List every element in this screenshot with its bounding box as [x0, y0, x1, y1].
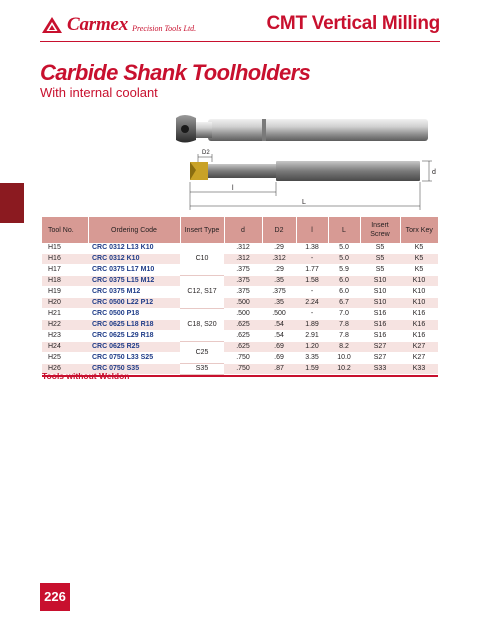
- dim-d2: .87: [262, 364, 296, 375]
- dim-d: .312: [224, 254, 262, 265]
- tool-no: H26: [42, 364, 88, 375]
- ordering-code: CRC 0312 L13 K10: [88, 243, 180, 254]
- d2-dim-label: D2: [202, 150, 210, 156]
- insert-screw: S33: [360, 364, 400, 375]
- dim-l: 3.35: [296, 353, 328, 364]
- shank-groove: [262, 119, 266, 141]
- insert-type: C12, S17: [180, 276, 224, 309]
- dim-d: .750: [224, 364, 262, 375]
- dim-l: -: [296, 287, 328, 298]
- side-tab: [0, 183, 24, 223]
- tool-no: H18: [42, 276, 88, 287]
- tool-no: H20: [42, 298, 88, 309]
- torx-key: K33: [400, 364, 438, 375]
- table-row: [42, 309, 438, 320]
- torx-key: K10: [400, 287, 438, 298]
- shank-body: [208, 119, 428, 141]
- dim-d2: .54: [262, 331, 296, 342]
- dim-l: 1.89: [296, 320, 328, 331]
- dim-L: 5.0: [328, 254, 360, 265]
- dim-d: .500: [224, 298, 262, 309]
- header-tool-no: Tool No.: [42, 217, 88, 243]
- brand-name: Carmex: [67, 14, 129, 35]
- header-torx-key: Torx Key: [400, 217, 438, 243]
- tool-no: H15: [42, 243, 88, 254]
- ordering-code: CRC 0750 S35: [88, 364, 180, 375]
- header-L: L: [328, 217, 360, 243]
- tool-no: H16: [42, 254, 88, 265]
- dim-d2: .35: [262, 276, 296, 287]
- spec-table: [42, 217, 438, 375]
- dim-L: 7.8: [328, 331, 360, 342]
- header-l: l: [296, 217, 328, 243]
- table-row: [42, 342, 438, 353]
- insert-screw: S5: [360, 265, 400, 276]
- page-subtitle: With internal coolant: [40, 85, 158, 100]
- insert-screw: S5: [360, 254, 400, 265]
- insert-screw: S16: [360, 331, 400, 342]
- ordering-code: CRC 0375 M12: [88, 287, 180, 298]
- dim-d: .375: [224, 287, 262, 298]
- dim-d2: .69: [262, 342, 296, 353]
- table-row: [42, 254, 438, 265]
- tool-no: H22: [42, 320, 88, 331]
- dim-l: 1.38: [296, 243, 328, 254]
- dim-l: 1.77: [296, 265, 328, 276]
- ordering-code: CRC 0625 L18 R18: [88, 320, 180, 331]
- table-row: [42, 298, 438, 309]
- insert-type: S35: [180, 364, 224, 375]
- table-row: [42, 276, 438, 287]
- dim-d2: .54: [262, 320, 296, 331]
- page-number: 226: [44, 589, 66, 604]
- table-row: [42, 331, 438, 342]
- insert-screw: S27: [360, 353, 400, 364]
- dim-L: 10.0: [328, 353, 360, 364]
- tool-no: H25: [42, 353, 88, 364]
- dim-d: .375: [224, 276, 262, 287]
- table-row: [42, 353, 438, 364]
- dim-L: 6.0: [328, 287, 360, 298]
- dim-d: .375: [224, 265, 262, 276]
- table-row: [42, 265, 438, 276]
- torx-key: K27: [400, 342, 438, 353]
- dim-L: 10.2: [328, 364, 360, 375]
- tool-no: H23: [42, 331, 88, 342]
- diagram-neck: [206, 164, 276, 178]
- insert-screw: S10: [360, 276, 400, 287]
- footnote: Tools without Weldon: [42, 371, 130, 381]
- table-row: [42, 320, 438, 331]
- ordering-code: CRC 0312 K10: [88, 254, 180, 265]
- section-title: CMT Vertical Milling: [266, 13, 440, 34]
- tool-no: H17: [42, 265, 88, 276]
- dim-d2: .29: [262, 265, 296, 276]
- ordering-code: CRC 0750 L33 S25: [88, 353, 180, 364]
- dim-L: 6.7: [328, 298, 360, 309]
- torx-key: K10: [400, 298, 438, 309]
- torx-key: K16: [400, 309, 438, 320]
- insert-screw: S10: [360, 287, 400, 298]
- tool-no: H19: [42, 287, 88, 298]
- header-rule: [40, 41, 440, 42]
- ordering-code: CRC 0625 R25: [88, 342, 180, 353]
- torx-key: K27: [400, 353, 438, 364]
- dim-d2: .312: [262, 254, 296, 265]
- insert-screw: S16: [360, 320, 400, 331]
- dim-l: -: [296, 254, 328, 265]
- l-dim-label: l: [232, 185, 234, 192]
- header-insert-screw: Insert Screw: [360, 217, 400, 243]
- dim-L: 7.0: [328, 309, 360, 320]
- dim-d2: .375: [262, 287, 296, 298]
- dim-l: 1.59: [296, 364, 328, 375]
- dim-l: 2.91: [296, 331, 328, 342]
- table-header-row: [42, 217, 438, 243]
- carmex-logo-icon: [40, 16, 64, 34]
- header-ordering-code: Ordering Code: [88, 217, 180, 243]
- tool-no: H21: [42, 309, 88, 320]
- insert-screw: S27: [360, 342, 400, 353]
- dim-d: .312: [224, 243, 262, 254]
- torx-key: K5: [400, 265, 438, 276]
- insert-type: C18, S20: [180, 309, 224, 342]
- ordering-code: CRC 0375 L15 M12: [88, 276, 180, 287]
- header-insert-type: Insert Type: [180, 217, 224, 243]
- torx-key: K10: [400, 276, 438, 287]
- insert-screw: [181, 125, 189, 133]
- insert-type: C10: [180, 243, 224, 276]
- torx-key: K16: [400, 320, 438, 331]
- ordering-code: CRC 0625 L29 R18: [88, 331, 180, 342]
- dim-d: .500: [224, 309, 262, 320]
- tool-no: H24: [42, 342, 88, 353]
- torx-key: K16: [400, 331, 438, 342]
- dim-d: .625: [224, 342, 262, 353]
- page-title: Carbide Shank Toolholders: [40, 60, 311, 85]
- diagram-shank: [276, 161, 420, 181]
- ordering-code: CRC 0375 L17 M10: [88, 265, 180, 276]
- torx-key: K5: [400, 254, 438, 265]
- dim-d2: .29: [262, 243, 296, 254]
- table-row: [42, 243, 438, 254]
- header-d2: D2: [262, 217, 296, 243]
- insert-type: C25: [180, 342, 224, 364]
- dim-L: 7.8: [328, 320, 360, 331]
- dim-L: 6.0: [328, 276, 360, 287]
- dim-d: .625: [224, 320, 262, 331]
- torx-key: K5: [400, 243, 438, 254]
- header-d: d: [224, 217, 262, 243]
- dim-d: .750: [224, 353, 262, 364]
- ordering-code: CRC 0500 L22 P12: [88, 298, 180, 309]
- insert-screw: S10: [360, 298, 400, 309]
- toolholder-diagram: [170, 140, 440, 216]
- dim-d2: .500: [262, 309, 296, 320]
- insert-screw: S16: [360, 309, 400, 320]
- dim-L: 5.9: [328, 265, 360, 276]
- table-row: [42, 287, 438, 298]
- brand-sub: Precision Tools Ltd.: [132, 23, 197, 33]
- dim-l: 2.24: [296, 298, 328, 309]
- d-dim-label: d: [432, 169, 436, 176]
- dim-l: -: [296, 309, 328, 320]
- L-dim-label: L: [302, 199, 306, 206]
- dim-d2: .69: [262, 353, 296, 364]
- carmex-logo: [40, 14, 196, 36]
- page-header: [40, 10, 440, 44]
- dim-L: 5.0: [328, 243, 360, 254]
- insert-screw: S5: [360, 243, 400, 254]
- dim-d2: .35: [262, 298, 296, 309]
- dim-d: .625: [224, 331, 262, 342]
- dim-l: 1.58: [296, 276, 328, 287]
- dim-l: 1.20: [296, 342, 328, 353]
- spec-table-wrap: [42, 217, 438, 377]
- dim-L: 8.2: [328, 342, 360, 353]
- ordering-code: CRC 0500 P18: [88, 309, 180, 320]
